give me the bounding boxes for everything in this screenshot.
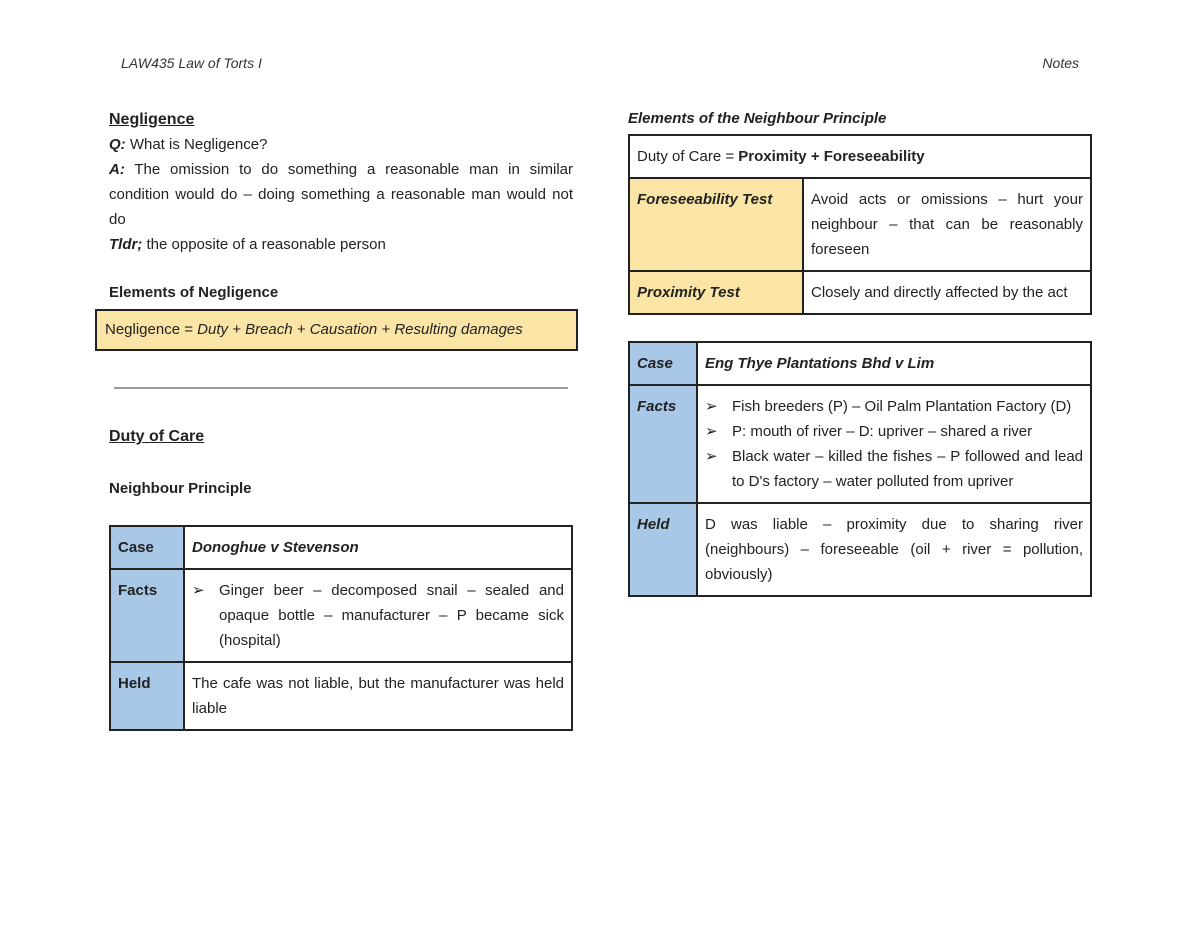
a-text: The omission to do something a reasonable man in similar condition would do – doing something a reasonable man would not do bbox=[109, 161, 573, 228]
negligence-title: Negligence bbox=[109, 111, 195, 128]
section-divider bbox=[114, 387, 568, 389]
list-item: ➢ P: mouth of river – D: upriver – shared a river bbox=[705, 419, 1083, 444]
table-row bbox=[629, 385, 1091, 503]
question-line bbox=[109, 132, 573, 157]
held-cell: The cafe was not liable, but the manufacturer was held liable bbox=[184, 662, 572, 730]
list-item: ➢ Ginger beer – decomposed snail – sealed and opaque bottle – manufacturer – P became sick (hospital) bbox=[192, 578, 564, 653]
neighbour-elements-heading: Elements of the Neighbour Principle bbox=[628, 110, 887, 127]
facts-cell bbox=[184, 569, 572, 662]
q-label: Q: bbox=[109, 136, 126, 153]
left-column bbox=[105, 108, 573, 731]
facts-label: Facts bbox=[110, 569, 184, 662]
tldr-text: the opposite of a reasonable person bbox=[146, 236, 386, 253]
list-item: ➢ Fish breeders (P) – Oil Palm Plantation Factory (D) bbox=[705, 394, 1083, 419]
tldr-label: Tldr; bbox=[109, 236, 143, 253]
right-column bbox=[628, 108, 1092, 597]
formula-terms: Duty + Breach + Causation + Resulting damages bbox=[197, 321, 523, 338]
negligence-formula-box bbox=[95, 309, 578, 351]
eng-thye-case-table bbox=[628, 341, 1092, 597]
table-row bbox=[110, 662, 572, 730]
a-label: A: bbox=[109, 161, 125, 178]
duty-formula-cell bbox=[629, 135, 1091, 178]
table-row bbox=[629, 342, 1091, 385]
case2-facts-cell bbox=[697, 385, 1091, 503]
proximity-label: Proximity Test bbox=[629, 271, 803, 314]
table-row bbox=[110, 526, 572, 569]
table-row bbox=[629, 503, 1091, 596]
list-item: ➢ Black water – killed the fishes – P followed and lead to D's factory – water polluted from upriver bbox=[705, 444, 1083, 494]
donoghue-case-table bbox=[109, 525, 573, 731]
table-row bbox=[110, 569, 572, 662]
neighbour-principle-heading: Neighbour Principle bbox=[109, 480, 252, 497]
duty-formula-terms: Proximity + Foreseeability bbox=[738, 148, 925, 165]
q-text: What is Negligence? bbox=[129, 136, 268, 153]
proximity-text: Closely and directly affected by the act bbox=[803, 271, 1091, 314]
case2-held-label: Held bbox=[629, 503, 697, 596]
elements-heading: Elements of Negligence bbox=[109, 284, 279, 301]
answer-paragraph bbox=[109, 157, 573, 232]
duty-formula-prefix: Duty of Care = bbox=[637, 148, 739, 165]
case2-facts-label: Facts bbox=[629, 385, 697, 503]
tldr-line bbox=[109, 232, 573, 257]
case-label: Case bbox=[110, 526, 184, 569]
formula-prefix: Negligence = bbox=[105, 321, 198, 338]
notes-header: Notes bbox=[1042, 55, 1079, 71]
duty-of-care-title: Duty of Care bbox=[109, 428, 205, 445]
foreseeability-text: Avoid acts or omissions – hurt your neighbour – that can be reasonably foreseen bbox=[803, 178, 1091, 271]
case2-name-cell bbox=[697, 342, 1091, 385]
held-label: Held bbox=[110, 662, 184, 730]
table-row bbox=[629, 135, 1091, 178]
case-name: Donoghue v Stevenson bbox=[192, 539, 359, 556]
table-row bbox=[629, 178, 1091, 271]
case2-name: Eng Thye Plantations Bhd v Lim bbox=[705, 355, 935, 372]
table-row bbox=[629, 271, 1091, 314]
foreseeability-label: Foreseeability Test bbox=[629, 178, 803, 271]
case-name-cell bbox=[184, 526, 572, 569]
case2-held-cell: D was liable – proximity due to sharing river (neighbours) – foreseeable (oil + river = pollution, obviously) bbox=[697, 503, 1091, 596]
course-header: LAW435 Law of Torts I bbox=[121, 55, 262, 71]
case2-label: Case bbox=[629, 342, 697, 385]
neighbour-elements-table bbox=[628, 134, 1092, 315]
